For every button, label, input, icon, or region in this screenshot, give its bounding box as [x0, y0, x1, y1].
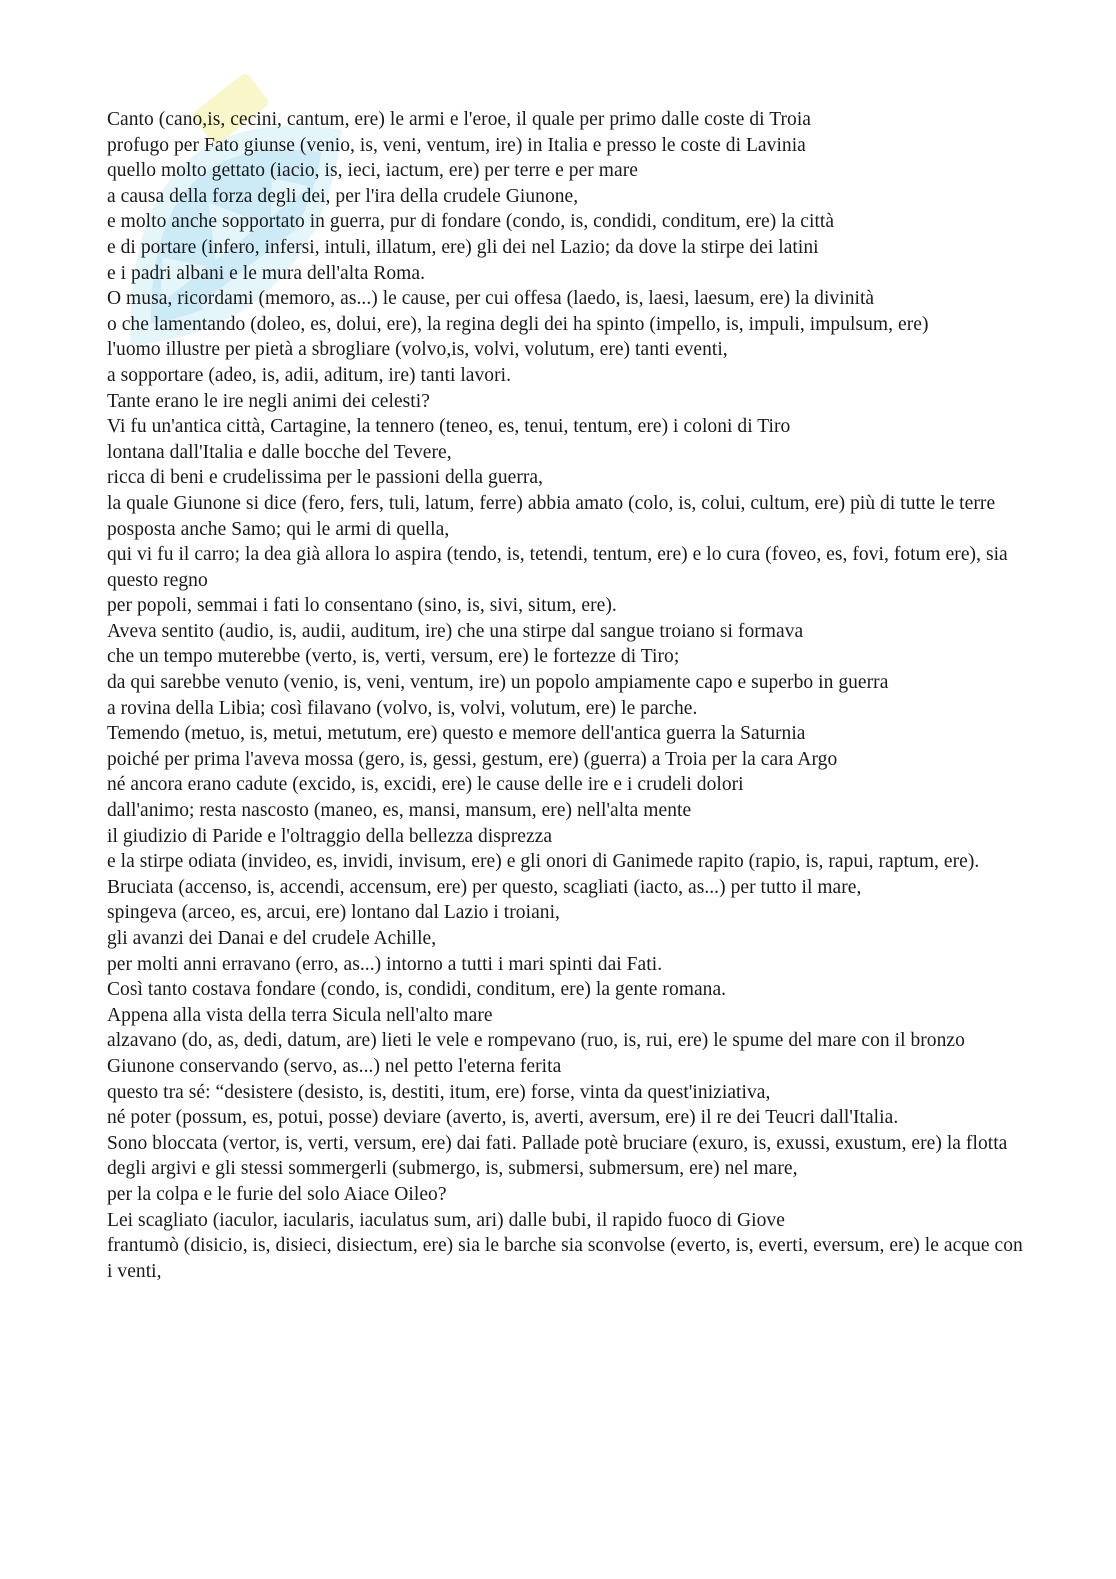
text-line: a rovina della Libia; così filavano (volvo, is, volvi, volutum, ere) le parche.: [107, 697, 698, 719]
text-line: frantumò (disicio, is, disieci, disiectum, ere) sia le barche sia sconvolse (everto, is, everti, eversum, ere) le acque con i venti,: [107, 1235, 1023, 1282]
text-line: Giunone conservando (servo, as...) nel petto l'eterna ferita: [107, 1055, 562, 1077]
text-line: a causa della forza degli dei, per l'ira della crudele Giunone,: [107, 185, 579, 207]
text-line: la quale Giunone si dice (fero, fers, tuli, latum, ferre) abbia amato (colo, is, colui, cultum, ere) più di tutte le terre: [107, 492, 996, 514]
text-line: Tante erano le ire negli animi dei celesti?: [107, 390, 430, 412]
text-line: per molti anni erravano (erro, as...) intorno a tutti i mari spinti dai Fati.: [107, 953, 663, 975]
text-line: quello molto gettato (iacio, is, ieci, iactum, ere) per terre e per mare: [107, 160, 638, 182]
text-line: posposta anche Samo; qui le armi di quella,: [107, 518, 450, 540]
text-line: né ancora erano cadute (excido, is, excidi, ere) le cause delle ire e i crudeli dolori: [107, 774, 744, 796]
text-line: che un tempo muterebbe (verto, is, verti, versum, ere) le fortezze di Tiro;: [107, 646, 680, 668]
text-line: Aveva sentito (audio, is, audii, auditum, ire) che una stirpe dal sangue troiano si formava: [107, 620, 804, 642]
text-line: o che lamentando (doleo, es, dolui, ere), la regina degli dei ha spinto (impello, is, impuli, impulsum, ere): [107, 313, 929, 335]
text-line: a sopportare (adeo, is, adii, aditum, ire) tanti lavori.: [107, 364, 512, 386]
text-line: Appena alla vista della terra Sicula nell'alto mare: [107, 1004, 493, 1026]
text-line: per la colpa e le furie del solo Aiace Oileo?: [107, 1183, 447, 1205]
text-line: Temendo (metuo, is, metui, metutum, ere) questo e memore dell'antica guerra la Saturnia: [107, 723, 806, 745]
text-line: spingeva (arceo, es, arcui, ere) lontano dal Lazio i troiani,: [107, 902, 560, 924]
text-line: O musa, ricordami (memoro, as...) le cause, per cui offesa (laedo, is, laesi, laesum, ere) la divinità: [107, 288, 875, 310]
text-line: lontana dall'Italia e dalle bocche del Tevere,: [107, 441, 452, 463]
text-line: Sono bloccata (vertor, is, verti, versum, ere) dai fati. Pallade potè bruciare (exuro, is, exussi, exustum, ere) la flotta: [107, 1132, 1008, 1154]
text-line: alzavano (do, as, dedi, datum, are) lieti le vele e rompevano (ruo, is, rui, ere) le spume del mare con il bronzo: [107, 1030, 965, 1052]
text-line: Così tanto costava fondare (condo, is, condidi, conditum, ere) la gente romana.: [107, 979, 727, 1001]
text-line: qui vi fu il carro; la dea già allora lo aspira (tendo, is, tetendi, tentum, ere) e lo cura (foveo, es, fovi, fotum ere), sia questo regno: [107, 544, 1008, 591]
text-line: gli avanzi dei Danai e del crudele Achille,: [107, 928, 437, 949]
text-line: ricca di beni e crudelissima per le passioni della guerra,: [107, 467, 544, 489]
text-line: profugo per Fato giunse (venio, is, veni, ventum, ire) in Italia e presso le coste di Lavinia: [107, 134, 806, 156]
text-line: e di portare (infero, infersi, intuli, illatum, ere) gli dei nel Lazio; da dove la stirpe dei latini: [107, 236, 819, 258]
text-line: Vi fu un'antica città, Cartagine, la tennero (teneo, es, tenui, tentum, ere) i coloni di Tiro: [107, 416, 791, 438]
text-line: poiché per prima l'aveva mossa (gero, is, gessi, gestum, ere) (guerra) a Troia per la cara Argo: [107, 748, 838, 770]
text-line: Canto (cano,is, cecini, cantum, ere) le armi e l'eroe, il quale per primo dalle coste di Troia: [107, 109, 812, 130]
text-line: dall'animo; resta nascosto (maneo, es, mansi, mansum, ere) nell'alta mente: [107, 800, 692, 822]
text-line: questo tra sé: “desistere (desisto, is, destiti, itum, ere) forse, vinta da quest'iniziativa,: [107, 1081, 771, 1103]
text-line: da qui sarebbe venuto (venio, is, veni, ventum, ire) un popolo ampiamente capo e superbo in guerra: [107, 672, 889, 694]
text-line: né poter (possum, es, potui, posse) deviare (averto, is, averti, aversum, ere) il re dei Teucri dall'Italia.: [107, 1107, 899, 1129]
text-line: e i padri albani e le mura dell'alta Roma.: [107, 262, 426, 284]
text-line: l'uomo illustre per pietà a sbrogliare (volvo,is, volvi, volutum, ere) tanti eventi,: [107, 339, 728, 361]
text-line: e la stirpe odiata (invideo, es, invidi, invisum, ere) e gli onori di Ganimede rapito (rapio, is, rapui, raptum, ere).: [107, 851, 980, 873]
text-line: degli argivi e gli stessi sommergerli (submergo, is, submersi, submersum, ere) nel mare,: [107, 1158, 798, 1180]
text-line: e molto anche sopportato in guerra, pur di fondare (condo, is, condidi, conditum, ere) la città: [107, 211, 835, 233]
document-body: [107, 107, 1027, 1284]
text-line: per popoli, semmai i fati lo consentano (sino, is, sivi, situm, ere).: [107, 595, 617, 617]
text-line: il giudizio di Paride e l'oltraggio della bellezza disprezza: [107, 825, 553, 847]
text-line: Lei scagliato (iaculor, iacularis, iaculatus sum, ari) dalle bubi, il rapido fuoco di Giove: [107, 1209, 785, 1231]
text-line: Bruciata (accenso, is, accendi, accensum, ere) per questo, scagliati (iacto, as...) per tutto il mare,: [107, 876, 862, 898]
